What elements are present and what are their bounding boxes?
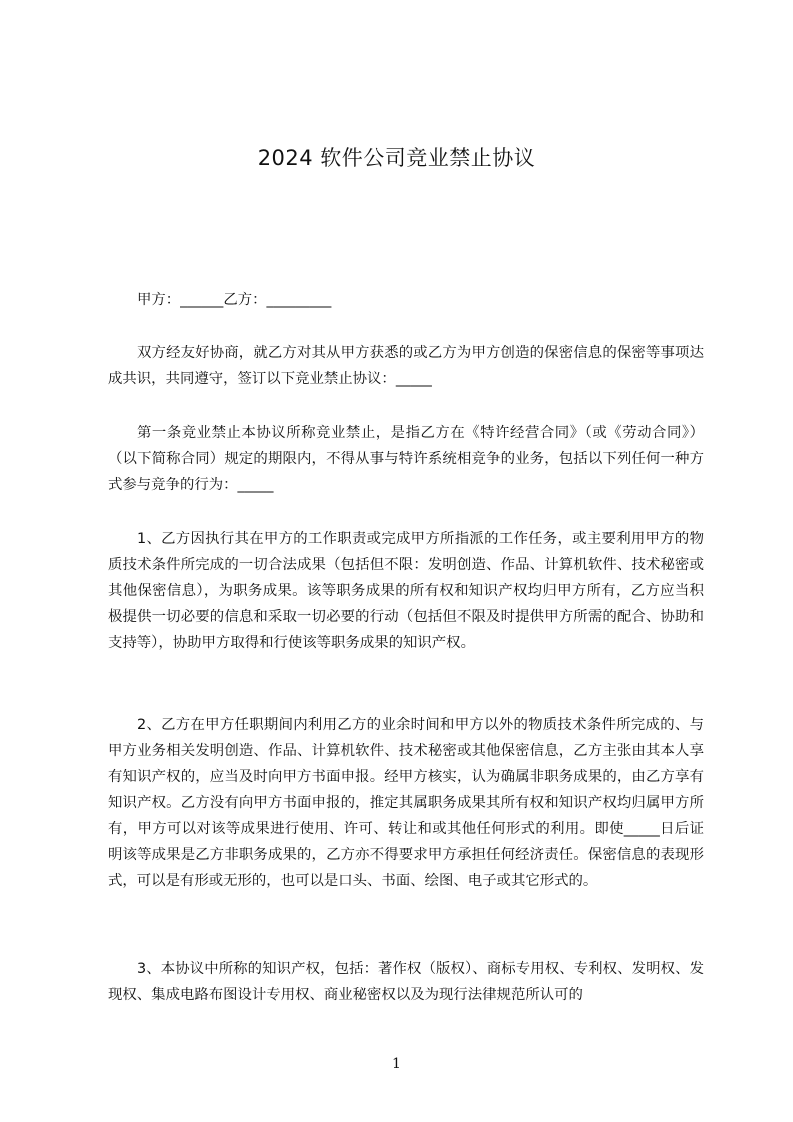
- party-line: [108, 287, 704, 313]
- page-number: 1: [392, 1056, 401, 1072]
- paragraph-clause-two: 2、乙方在甲方任职期间内利用乙方的业余时间和甲方以外的物质技术条件所完成的、与甲方业务相关发明创造、作品、计算机软件、技术秘密或其他保密信息，乙方主张由其本人享有知识产权的，应当及时向甲方书面申报。经甲方核实，认为确属非职务成果的，由乙方享有知识产权。乙方没有向甲方书面申报的，推定其属职务成果其所有权和知识产权均归属甲方所有，甲方可以对该等成果进行使用、许可、转让和或其他任何形式的利用。即使_____日后证明该等成果是乙方非职务成果的，乙方亦不得要求甲方承担任何经济责任。保密信息的表现形式，可以是有形或无形的，也可以是口头、书面、绘图、电子或其它形式的。: [108, 717, 704, 889]
- intro-block: [108, 340, 704, 392]
- clause-three-block: [108, 956, 704, 1008]
- article-one-block: [108, 420, 704, 498]
- paragraph-parties: 甲方：______乙方：_________: [137, 292, 332, 308]
- paragraph-clause-one: 1、乙方因执行其在甲方的工作职责或完成甲方所指派的工作任务，或主要利用甲方的物质技术条件所完成的一切合法成果（包括但不限：发明创造、作品、计算机软件、技术秘密或其他保密信息），为职务成果。该等职务成果的所有权和知识产权均归甲方所有，乙方应当积极提供一切必要的信息和采取一切必要的行动（包括但不限及时提供甲方所需的配合、协助和支持等），协助甲方取得和行使该等职务成果的知识产权。: [108, 531, 704, 651]
- document-title: 2024 软件公司竞业禁止协议: [257, 146, 536, 170]
- clause-one-block: [108, 526, 704, 656]
- paragraph-clause-three: 3、本协议中所称的知识产权，包括：著作权（版权）、商标专用权、专利权、发明权、发现权、集成电路布图设计专用权、商业秘密权以及为现行法律规范所认可的: [108, 961, 704, 1003]
- clause-two-block: [108, 712, 704, 894]
- paragraph-article-one: 第一条竞业禁止本协议所称竞业禁止，是指乙方在《特许经营合同》（或《劳动合同》）（以下简称合同）规定的期限内，不得从事与特许系统相竞争的业务，包括以下列任何一种方式参与竞争的行为：_____: [108, 425, 704, 493]
- paragraph-intro: 双方经友好协商，就乙方对其从甲方获悉的或乙方为甲方创造的保密信息的保密等事项达成共识，共同遵守，签订以下竞业禁止协议：_____: [108, 345, 704, 387]
